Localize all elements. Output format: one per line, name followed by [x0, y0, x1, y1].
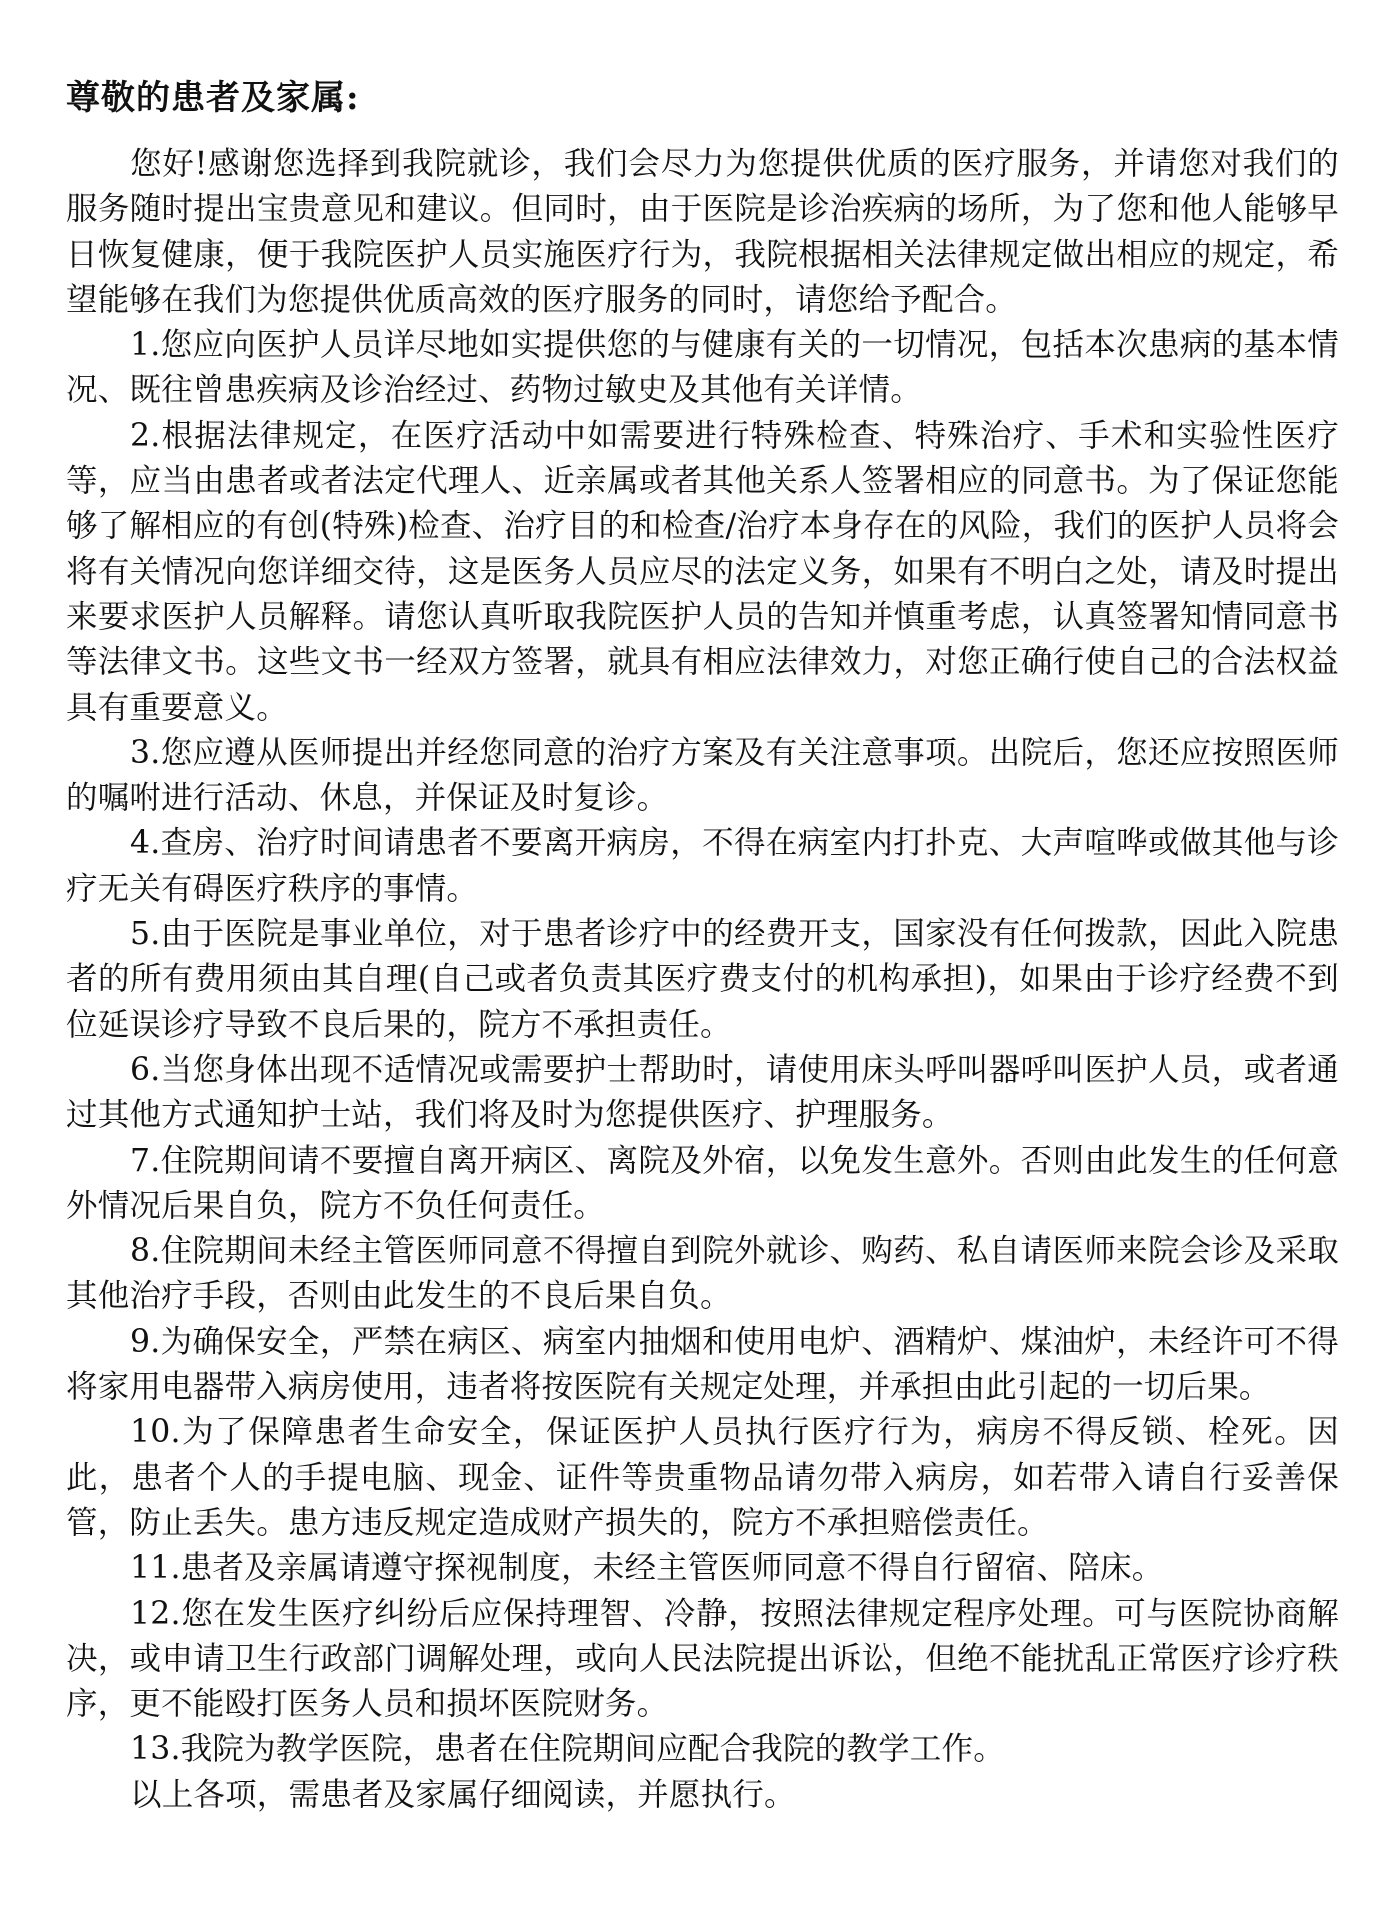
paragraph-item-7: 7.住院期间请不要擅自离开病区、离院及外宿，以免发生意外。否则由此发生的任何意外情况后果自负，院方不负任何责任。: [66, 1142, 1339, 1224]
paragraph-closing: 以上各项，需患者及家属仔细阅读，并愿执行。: [130, 1776, 796, 1813]
paragraph-item-4: 4.查房、治疗时间请患者不要离开病房，不得在病室内打扑克、大声喧哗或做其他与诊疗无关有碍医疗秩序的事情。: [66, 825, 1339, 907]
paragraph-item-12: 12.您在发生医疗纠纷后应保持理智、冷静，按照法律规定程序处理。可与医院协商解决，或申请卫生行政部门调解处理，或向人民法院提出诉讼，但绝不能扰乱正常医疗诊疗秩序，更不能殴打医务人员和损坏医院财务。: [66, 1595, 1339, 1723]
paragraph-item-3: 3.您应遵从医师提出并经您同意的治疗方案及有关注意事项。出院后，您还应按照医师的嘱咐进行活动、休息，并保证及时复诊。: [66, 734, 1339, 817]
paragraph-item-5: 5.由于医院是事业单位，对于患者诊疗中的经费开支，国家没有任何拨款，因此入院患者的所有费用须由其自理(自己或者负责其医疗费支付的机构承担)，如果由于诊疗经费不到位延误诊疗导致不良后果的，院方不承担责任。: [66, 916, 1339, 1043]
document-title: 尊敬的患者及家属:: [66, 78, 360, 118]
paragraph-item-10: 10.为了保障患者生命安全，保证医护人员执行医疗行为，病房不得反锁、栓死。因此，患者个人的手提电脑、现金、证件等贵重物品请勿带入病房，如若带入请自行妥善保管，防止丢失。患方违反规定造成财产损失的，院方不承担赔偿责任。: [66, 1414, 1339, 1541]
paragraph-item-2: 2.根据法律规定，在医疗活动中如需要进行特殊检查、特殊治疗、手术和实验性医疗等，应当由患者或者法定代理人、近亲属或者其他关系人签署相应的同意书。为了保证您能够了解相应的有创(特殊)检查、治疗目的和检查/治疗本身存在的风险，我们的医护人员将会将有关情况向您详细交待，这是医务人员应尽的法定义务，如果有不明白之处，请及时提出来要求医护人员解释。请您认真听取我院医护人员的告知并慎重考虑，认真签署知情同意书等法律文书。这些文书一经双方签署，就具有相应法律效力，对您正确行使自己的合法权益具有重要意义。: [66, 417, 1339, 726]
paragraph-item-6: 6.当您身体出现不适情况或需要护士帮助时，请使用床头呼叫器呼叫医护人员，或者通过其他方式通知护士站，我们将及时为您提供医疗、护理服务。: [66, 1051, 1339, 1134]
paragraph-item-13: 13.我院为教学医院，患者在住院期间应配合我院的教学工作。: [130, 1731, 1005, 1768]
paragraph-item-11: 11.患者及亲属请遵守探视制度，未经主管医师同意不得自行留宿、陪床。: [130, 1550, 1164, 1587]
paragraph-intro: 您好!感谢您选择到我院就诊，我们会尽力为您提供优质的医疗服务，并请您对我们的服务随时提出宝贵意见和建议。但同时，由于医院是诊治疾病的场所，为了您和他人能够早日恢复健康，便于我院医护人员实施医疗行为，我院根据相关法律规定做出相应的规定，希望能够在我们为您提供优质高效的医疗服务的同时，请您给予配合。: [66, 146, 1339, 318]
paragraph-item-1: 1.您应向医护人员详尽地如实提供您的与健康有关的一切情况，包括本次患病的基本情况、既往曾患疾病及诊治经过、药物过敏史及其他有关详情。: [66, 327, 1339, 409]
paragraph-item-9: 9.为确保安全，严禁在病区、病室内抽烟和使用电炉、酒精炉、煤油炉，未经许可不得将家用电器带入病房使用，违者将按医院有关规定处理，并承担由此引起的一切后果。: [66, 1323, 1339, 1406]
paragraph-item-8: 8.住院期间未经主管医师同意不得擅自到院外就诊、购药、私自请医师来院会诊及采取其他治疗手段，否则由此发生的不良后果自负。: [66, 1233, 1339, 1315]
document-body: [66, 142, 1339, 1818]
